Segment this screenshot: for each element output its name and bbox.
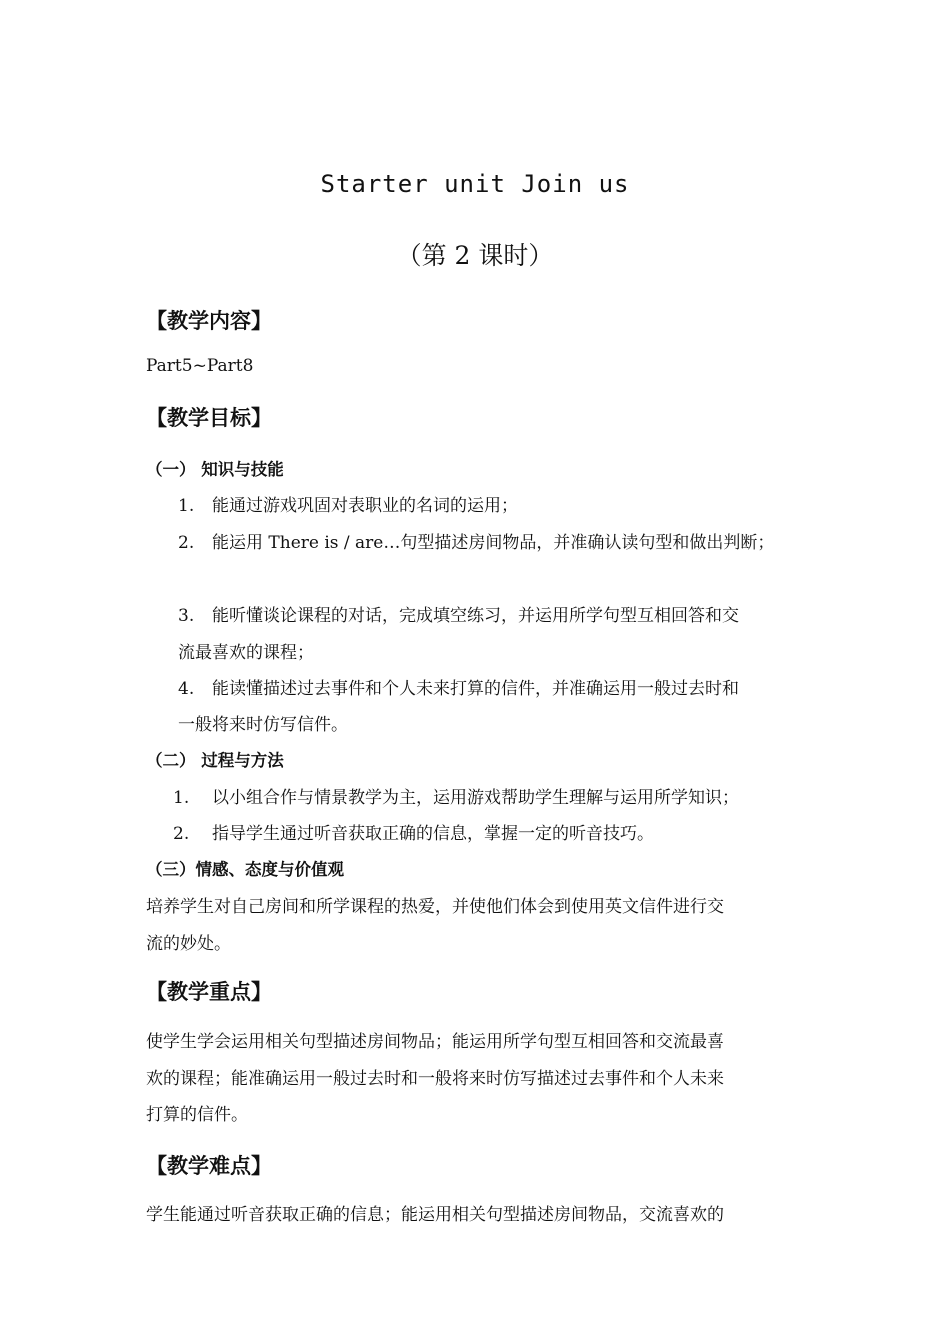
list-item — [178, 601, 739, 626]
item-text-continuation: 流最喜欢的课程； — [178, 643, 314, 663]
item-number: 1. — [173, 788, 190, 808]
item-number: 1. — [178, 496, 195, 516]
list-item — [178, 491, 518, 516]
item-text: 能听懂谈论课程的对话，完成填空练习，并运用所学句型互相回答和交 — [212, 606, 739, 626]
attitude-text-line: 培养学生对自己房间和所学课程的热爱，并使他们体会到使用英文信件进行交 — [146, 897, 724, 917]
item-text: 指导学生通过听音获取正确的信息，掌握一定的听音技巧。 — [212, 824, 654, 844]
item-number: 3. — [178, 606, 195, 626]
subheading-knowledge-skills: （一） 知识与技能 — [146, 460, 284, 479]
heading-teaching-content: 【教学内容】 — [146, 309, 272, 333]
item-number: 2. — [178, 533, 195, 553]
item-text: 能读懂描述过去事件和个人未来打算的信件，并准确运用一般过去时和 — [212, 679, 739, 699]
list-item — [178, 528, 774, 553]
heading-key-points: 【教学重点】 — [146, 980, 272, 1004]
document-title: Starter unit Join us — [320, 170, 630, 198]
item-number: 2. — [173, 824, 190, 844]
item-text: 能运用 There is / are…句型描述房间物品，并准确认读句型和做出判断； — [212, 533, 775, 553]
difficulties-text-line: 学生能通过听音获取正确的信息；能运用相关句型描述房间物品，交流喜欢的 — [146, 1205, 724, 1225]
item-text: 以小组合作与情景教学为主，运用游戏帮助学生理解与运用所学知识； — [212, 788, 739, 808]
item-text: 能通过游戏巩固对表职业的名词的运用； — [212, 496, 518, 516]
list-item — [173, 783, 739, 808]
list-item — [173, 819, 654, 844]
list-item — [178, 674, 739, 699]
attitude-text-line: 流的妙处。 — [146, 934, 231, 954]
lesson-subtitle: （第 2 课时） — [396, 241, 554, 270]
subheading-attitude-values: （三）情感、态度与价值观 — [146, 860, 344, 879]
key-points-text-line: 打算的信件。 — [146, 1105, 248, 1125]
heading-teaching-objectives: 【教学目标】 — [146, 406, 272, 430]
subheading-process-methods: （二） 过程与方法 — [146, 751, 284, 770]
key-points-text-line: 欢的课程；能准确运用一般过去时和一般将来时仿写描述过去事件和个人未来 — [146, 1069, 724, 1089]
teaching-content-text: Part5~Part8 — [146, 356, 254, 376]
heading-difficulties: 【教学难点】 — [146, 1154, 272, 1178]
key-points-text-line: 使学生学会运用相关句型描述房间物品；能运用所学句型互相回答和交流最喜 — [146, 1032, 724, 1052]
item-number: 4. — [178, 679, 195, 699]
item-text-continuation: 一般将来时仿写信件。 — [178, 715, 348, 735]
